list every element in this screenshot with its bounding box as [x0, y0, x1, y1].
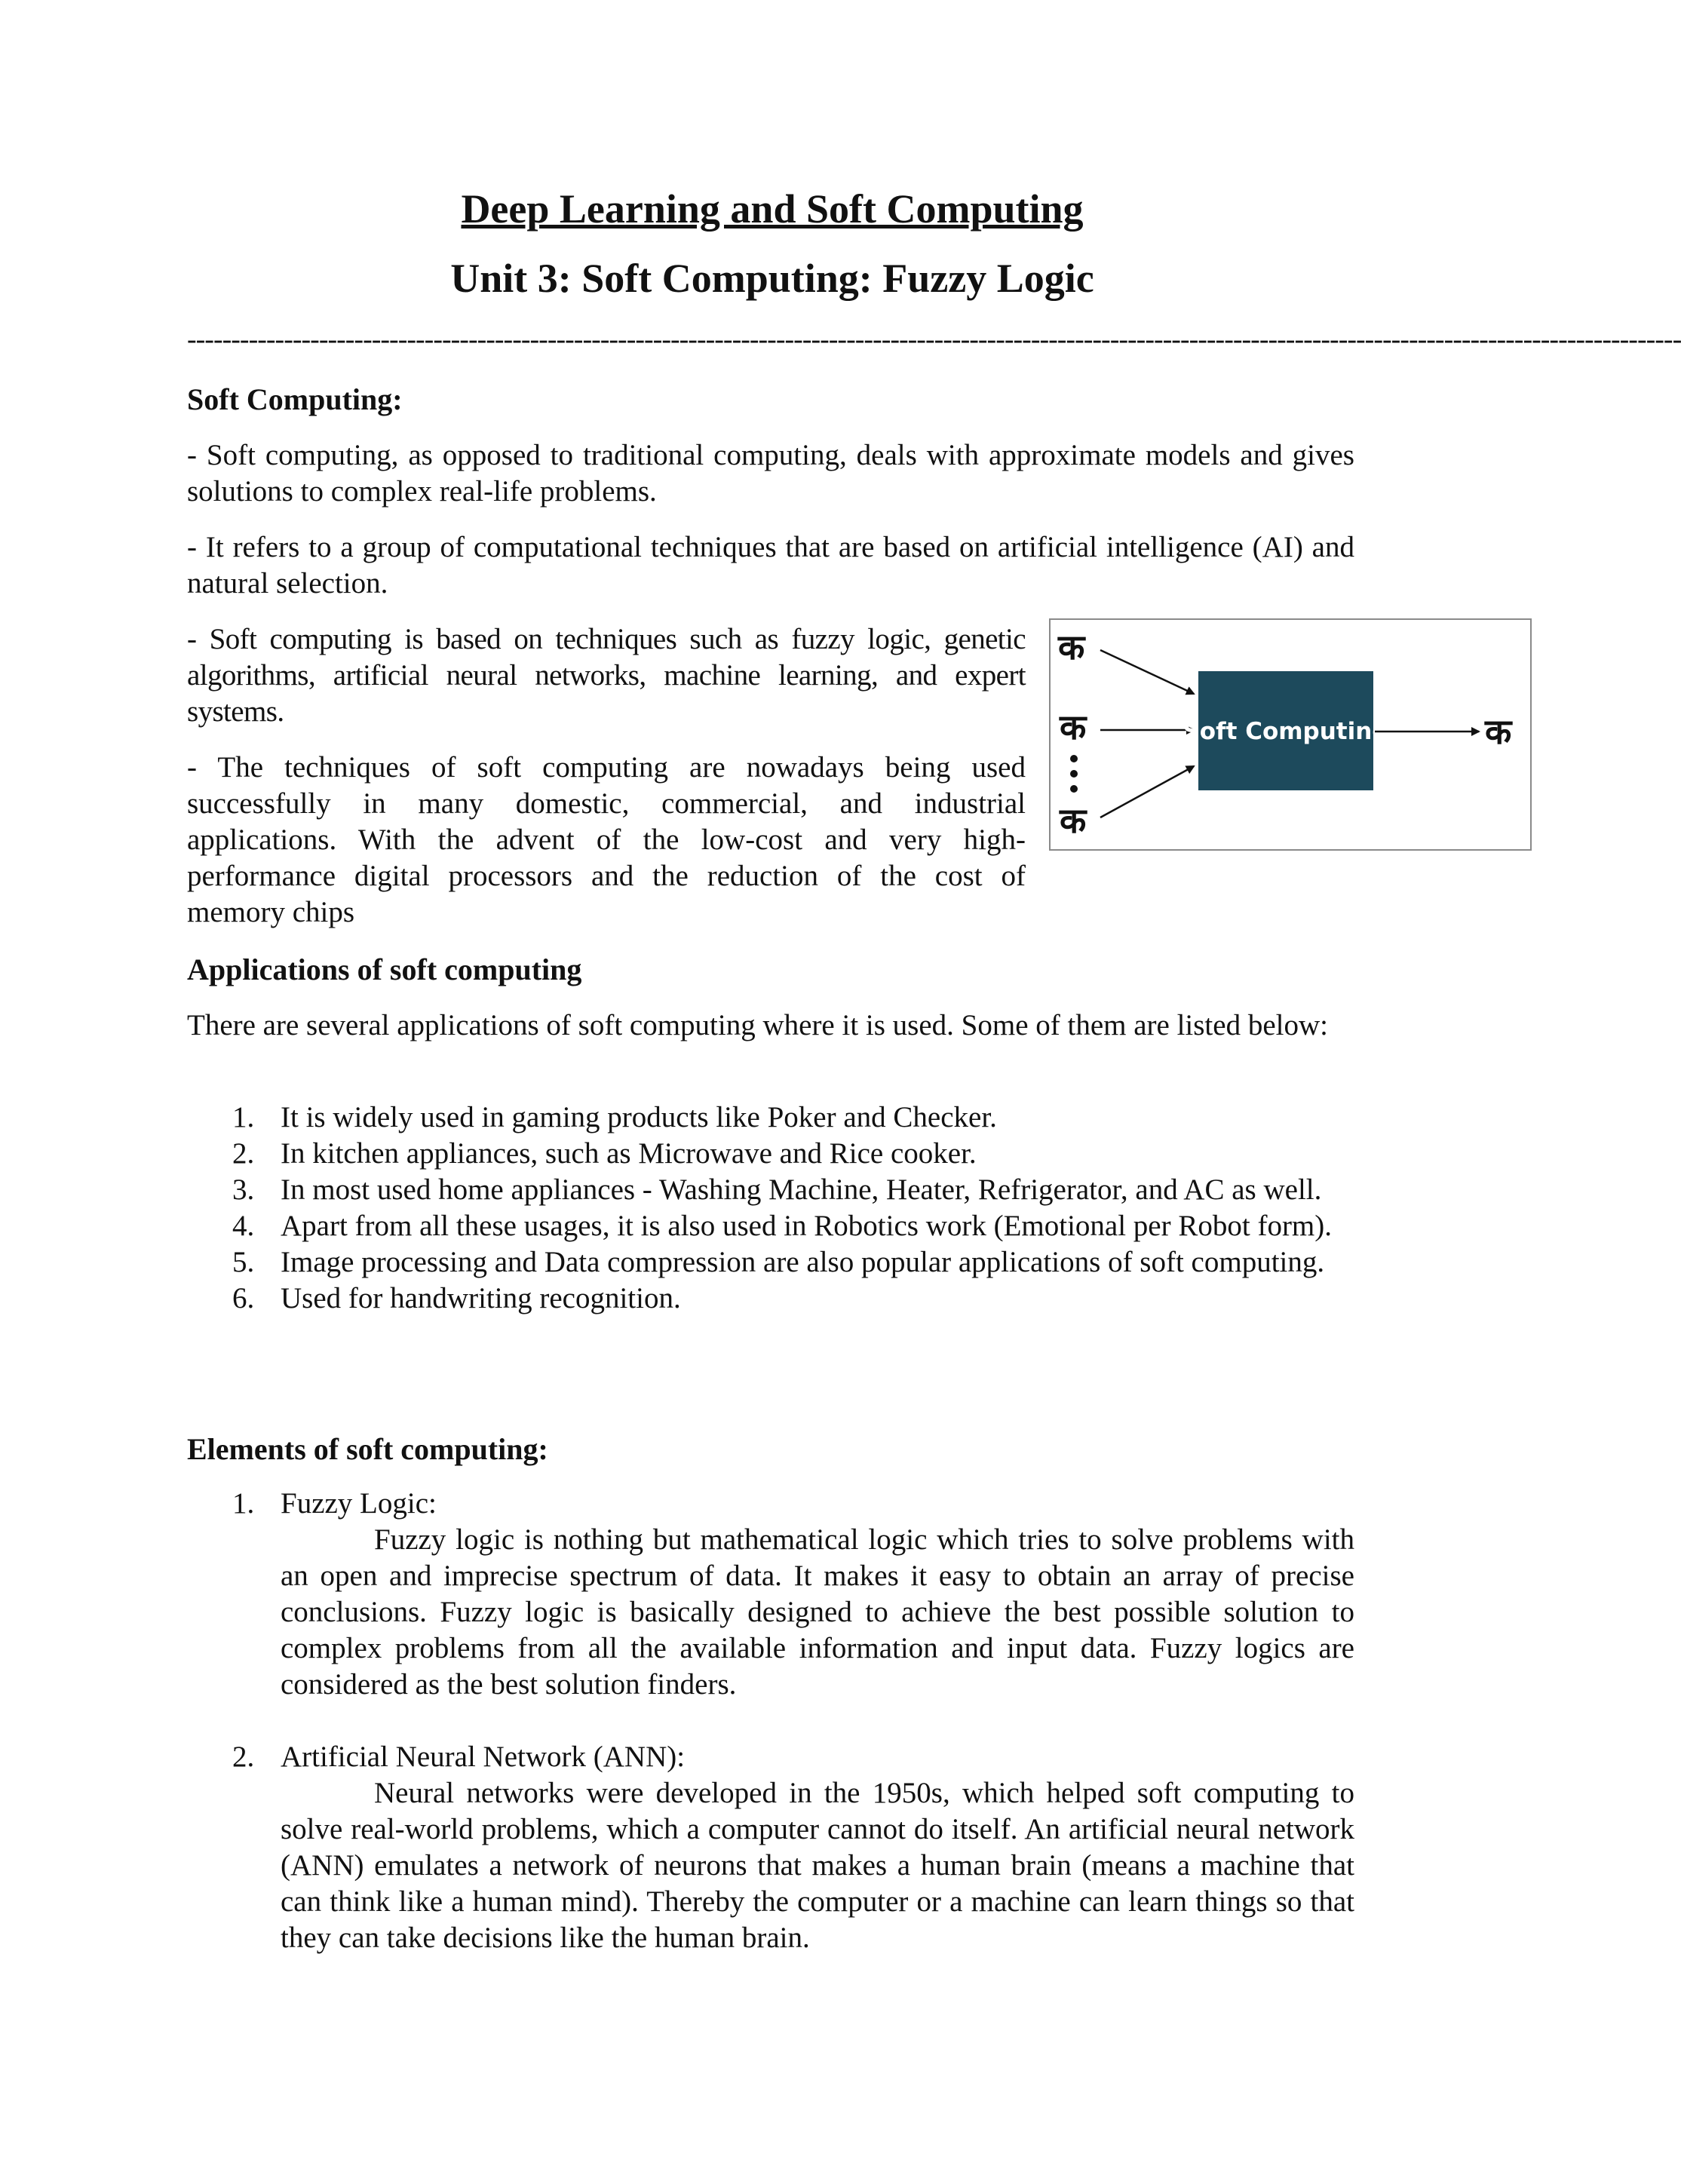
- input-glyph-1: क: [1058, 627, 1085, 667]
- list-item-text: In most used home appliances - Washing Machine, Heater, Refrigerator, and AC as well.: [281, 1173, 1322, 1206]
- ellipsis-dot-1: [1070, 755, 1078, 762]
- separator-rule: --------------------------------------------------------------------------------------------------------------------------------------------------------------------------: [187, 324, 1681, 355]
- document-subtitle: Unit 3: Soft Computing: Fuzzy Logic: [450, 256, 1094, 301]
- section-heading-soft-computing: Soft Computing:: [187, 382, 403, 416]
- list-item: [187, 1281, 1354, 1317]
- elements-list: [187, 1486, 1354, 1956]
- soft-computing-diagram: [1049, 618, 1532, 851]
- output-glyph: क: [1485, 711, 1512, 752]
- input-arrow-3: [1100, 766, 1194, 817]
- document-title: Deep Learning and Soft Computing: [461, 186, 1084, 232]
- list-item-number: 5.: [232, 1246, 255, 1278]
- ellipsis-dot-2: [1070, 770, 1078, 778]
- list-item: [187, 1100, 1354, 1136]
- list-item-text: Image processing and Data compression are also popular applications of soft computing.: [281, 1246, 1325, 1278]
- list-item-number: 4.: [232, 1210, 255, 1242]
- list-item: [187, 1486, 1354, 1703]
- list-item-text: It is widely used in gaming products like Poker and Checker.: [281, 1101, 997, 1133]
- paragraph-soft-computing-1: - Soft computing, as opposed to traditional computing, deals with approximate models and gives solutions to complex real-life problems.: [187, 439, 1354, 508]
- list-item-text: Apart from all these usages, it is also used in Robotics work (Emotional per Robot form).: [281, 1210, 1333, 1242]
- paragraph-soft-computing-4: - The techniques of soft computing are nowadays being used successfully in many domestic, commercial, and industrial applications. With the advent of the low-cost and very high-performance digital processors and the reduction of the cost of memory chips: [187, 751, 1026, 928]
- list-item-number: 2.: [232, 1741, 255, 1773]
- list-item: [187, 1172, 1354, 1208]
- paragraph-soft-computing-2: - It refers to a group of computational techniques that are based on artificial intelligence (AI) and natural selection.: [187, 531, 1354, 600]
- list-item: [187, 1136, 1354, 1172]
- list-item-number: 1.: [232, 1101, 255, 1133]
- input-glyph-3: क: [1060, 800, 1087, 841]
- list-item-text: In kitchen appliances, such as Microwave and Rice cooker.: [281, 1137, 977, 1170]
- list-item-number: 6.: [232, 1282, 255, 1314]
- list-item: [187, 1208, 1354, 1244]
- diagram-svg: [1051, 620, 1533, 852]
- list-item-number: 1.: [232, 1487, 255, 1520]
- input-glyph-2: क: [1060, 707, 1087, 747]
- input-arrow-1: [1100, 650, 1194, 694]
- paragraph-soft-computing-3: - Soft computing is based on techniques such as fuzzy logic, genetic algorithms, artificial neural networks, machine learning, and expert systems.: [187, 623, 1026, 728]
- section-heading-elements: Elements of soft computing:: [187, 1432, 548, 1466]
- list-item-number: 3.: [232, 1173, 255, 1206]
- element-title-fuzzy-logic: Fuzzy Logic:: [281, 1487, 437, 1520]
- element-title-ann: Artificial Neural Network (ANN):: [281, 1741, 686, 1773]
- paragraph-applications-intro: There are several applications of soft computing where it is used. Some of them are listed below:: [187, 1009, 1328, 1041]
- soft-computing-box-label: Soft Computing: [1183, 718, 1389, 745]
- list-item-number: 2.: [232, 1137, 255, 1170]
- element-body-fuzzy-logic: Fuzzy logic is nothing but mathematical logic which tries to solve problems with an open and imprecise spectrum of data. It makes it easy to obtain an array of precise conclusions. Fuzzy logic is basically designed to achieve the best possible solution to complex problems from all the available information and input data. Fuzzy logics are considered as the best solution finders.: [281, 1523, 1354, 1701]
- element-body-ann: Neural networks were developed in the 1950s, which helped soft computing to solve real-world problems, which a computer cannot do itself. An artificial neural network (ANN) emulates a network of neurons that makes a human brain (means a machine that can think like a human mind). Thereby the computer or a machine can learn things so that they can take decisions like the human brain.: [281, 1777, 1354, 1954]
- section-heading-applications: Applications of soft computing: [187, 952, 582, 986]
- list-item: [187, 1244, 1354, 1281]
- ellipsis-dot-3: [1070, 785, 1078, 793]
- list-item: [187, 1739, 1354, 1956]
- list-item-text: Used for handwriting recognition.: [281, 1282, 681, 1314]
- applications-list: [187, 1100, 1354, 1317]
